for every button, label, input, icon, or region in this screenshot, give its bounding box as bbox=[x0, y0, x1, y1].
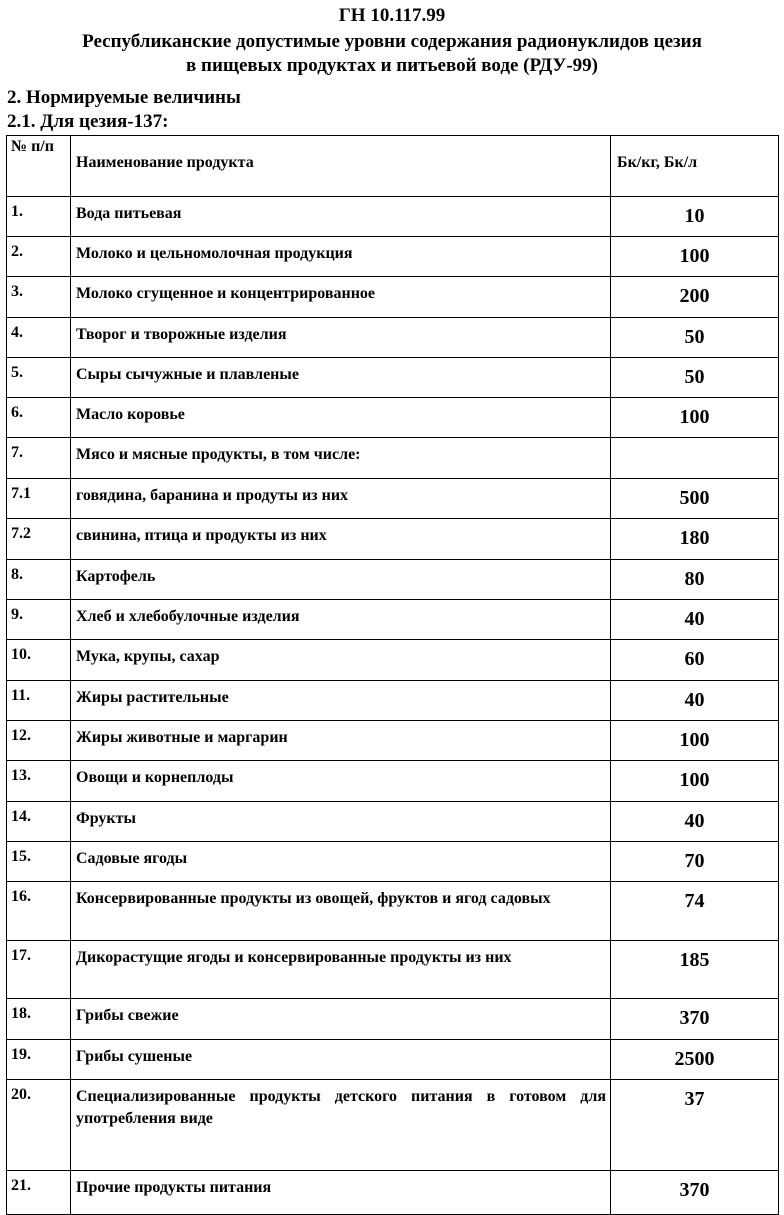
row-value: 70 bbox=[611, 842, 779, 882]
row-value: 100 bbox=[611, 237, 779, 277]
header-num: № п/п bbox=[7, 136, 71, 197]
norms-table-body bbox=[7, 136, 779, 1215]
table-row bbox=[7, 358, 779, 398]
row-name: Вода питьевая bbox=[71, 197, 611, 237]
subsection-heading: 2.1. Для цезия-137: bbox=[7, 111, 169, 132]
row-name: Специализированные продукты детского питания в готовом для употребления виде bbox=[71, 1080, 611, 1171]
row-value: 200 bbox=[611, 277, 779, 318]
row-value: 40 bbox=[611, 802, 779, 842]
table-row bbox=[7, 237, 779, 277]
table-row bbox=[7, 761, 779, 802]
row-value: 74 bbox=[611, 882, 779, 941]
table-header-row bbox=[7, 136, 779, 197]
row-name: Прочие продукты питания bbox=[71, 1171, 611, 1215]
row-name: Овощи и корнеплоды bbox=[71, 761, 611, 802]
row-value: 10 bbox=[611, 197, 779, 237]
table-row bbox=[7, 1040, 779, 1080]
row-name: свинина, птица и продукты из них bbox=[71, 519, 611, 560]
document-title-line-1: Республиканские допустимые уровни содержания радионуклидов цезия bbox=[82, 31, 702, 52]
table-row bbox=[7, 941, 779, 999]
section-heading: 2. Нормируемые величины bbox=[7, 87, 241, 108]
row-num: 2. bbox=[7, 237, 71, 277]
row-num: 7. bbox=[7, 438, 71, 479]
row-num: 4. bbox=[7, 318, 71, 358]
row-name: говядина, баранина и продуты из них bbox=[71, 479, 611, 519]
table-row bbox=[7, 842, 779, 882]
row-name: Молоко и цельномолочная продукция bbox=[71, 237, 611, 277]
row-value: 370 bbox=[611, 999, 779, 1040]
table-row bbox=[7, 721, 779, 761]
table-row bbox=[7, 519, 779, 560]
row-name: Картофель bbox=[71, 560, 611, 600]
row-num: 21. bbox=[7, 1171, 71, 1215]
row-name: Мясо и мясные продукты, в том числе: bbox=[71, 438, 611, 479]
row-num: 7.1 bbox=[7, 479, 71, 519]
row-num: 20. bbox=[7, 1080, 71, 1171]
row-num: 16. bbox=[7, 882, 71, 941]
table-row bbox=[7, 681, 779, 721]
row-num: 15. bbox=[7, 842, 71, 882]
row-num: 11. bbox=[7, 681, 71, 721]
row-value: 50 bbox=[611, 318, 779, 358]
table-row bbox=[7, 600, 779, 640]
row-num: 12. bbox=[7, 721, 71, 761]
table-row bbox=[7, 882, 779, 941]
table-row bbox=[7, 560, 779, 600]
row-value: 100 bbox=[611, 721, 779, 761]
row-name: Садовые ягоды bbox=[71, 842, 611, 882]
header-name: Наименование продукта bbox=[71, 136, 611, 197]
row-num: 10. bbox=[7, 640, 71, 681]
row-value: 40 bbox=[611, 600, 779, 640]
row-value: 370 bbox=[611, 1171, 779, 1215]
table-row bbox=[7, 802, 779, 842]
row-num: 13. bbox=[7, 761, 71, 802]
row-name: Мука, крупы, сахар bbox=[71, 640, 611, 681]
row-name: Жиры животные и маргарин bbox=[71, 721, 611, 761]
row-name: Жиры растительные bbox=[71, 681, 611, 721]
document-code: ГН 10.117.99 bbox=[338, 5, 446, 26]
row-num: 18. bbox=[7, 999, 71, 1040]
document-title-line-2: в пищевых продуктах и питьевой воде (РДУ-99) bbox=[186, 55, 598, 76]
table-row bbox=[7, 1171, 779, 1215]
table-row bbox=[7, 999, 779, 1040]
row-name: Дикорастущие ягоды и консервированные продукты из них bbox=[71, 941, 611, 999]
table-row bbox=[7, 640, 779, 681]
row-value: 37 bbox=[611, 1080, 779, 1171]
row-name: Консервированные продукты из овощей, фруктов и ягод садовых bbox=[71, 882, 611, 941]
norms-table bbox=[6, 135, 779, 1215]
row-name: Масло коровье bbox=[71, 398, 611, 438]
row-name: Сыры сычужные и плавленые bbox=[71, 358, 611, 398]
row-num: 5. bbox=[7, 358, 71, 398]
row-name: Хлеб и хлебобулочные изделия bbox=[71, 600, 611, 640]
table-row bbox=[7, 479, 779, 519]
table-row bbox=[7, 1080, 779, 1171]
row-name: Грибы сушеные bbox=[71, 1040, 611, 1080]
table-row bbox=[7, 318, 779, 358]
table-row bbox=[7, 197, 779, 237]
row-name: Творог и творожные изделия bbox=[71, 318, 611, 358]
row-name: Грибы свежие bbox=[71, 999, 611, 1040]
row-num: 6. bbox=[7, 398, 71, 438]
row-num: 1. bbox=[7, 197, 71, 237]
row-num: 17. bbox=[7, 941, 71, 999]
table-row bbox=[7, 398, 779, 438]
row-num: 14. bbox=[7, 802, 71, 842]
row-num: 19. bbox=[7, 1040, 71, 1080]
row-name: Молоко сгущенное и концентрированное bbox=[71, 277, 611, 318]
row-num: 8. bbox=[7, 560, 71, 600]
row-num: 3. bbox=[7, 277, 71, 318]
row-value: 185 bbox=[611, 941, 779, 999]
row-value: 100 bbox=[611, 398, 779, 438]
table-row bbox=[7, 438, 779, 479]
row-value: 80 bbox=[611, 560, 779, 600]
row-value: 60 bbox=[611, 640, 779, 681]
row-value: 50 bbox=[611, 358, 779, 398]
table-row bbox=[7, 277, 779, 318]
row-value: 180 bbox=[611, 519, 779, 560]
row-value: 100 bbox=[611, 761, 779, 802]
row-value: 40 bbox=[611, 681, 779, 721]
row-num: 7.2 bbox=[7, 519, 71, 560]
row-value bbox=[611, 438, 779, 479]
row-value: 2500 bbox=[611, 1040, 779, 1080]
row-name: Фрукты bbox=[71, 802, 611, 842]
row-num: 9. bbox=[7, 600, 71, 640]
row-value: 500 bbox=[611, 479, 779, 519]
header-value: Бк/кг, Бк/л bbox=[611, 136, 779, 197]
